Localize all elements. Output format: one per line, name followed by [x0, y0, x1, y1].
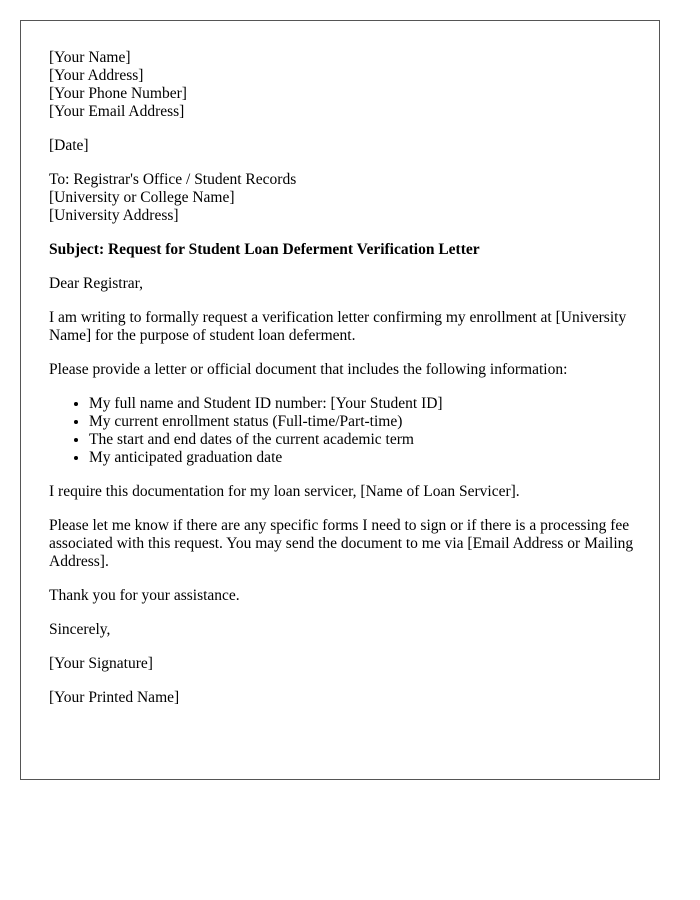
- sender-name: [Your Name]: [49, 49, 131, 66]
- list-item: • My anticipated graduation date: [89, 449, 639, 467]
- list-item: • The start and end dates of the current academic term: [89, 431, 639, 449]
- intro-paragraph: I am writing to formally request a verification letter confirming my enrollment at [University Name] for the purpose of student loan deferment.: [49, 309, 627, 344]
- sender-email: [Your Email Address]: [49, 103, 185, 120]
- sender-phone: [Your Phone Number]: [49, 85, 187, 102]
- recipient-block: [49, 171, 639, 225]
- recipient-institution: [University or College Name]: [49, 189, 235, 206]
- salutation: Dear Registrar,: [49, 275, 144, 292]
- signature: [Your Signature]: [49, 655, 153, 672]
- letter-date: [Date]: [49, 137, 89, 154]
- closing: Sincerely,: [49, 621, 111, 638]
- sender-address: [Your Address]: [49, 67, 144, 84]
- requested-info-list: [49, 395, 639, 467]
- thanks-paragraph: Thank you for your assistance.: [49, 587, 240, 604]
- printed-name: [Your Printed Name]: [49, 689, 180, 706]
- letter-content: [49, 49, 639, 723]
- sender-block: [49, 49, 639, 121]
- forms-paragraph: Please let me know if there are any specific forms I need to sign or if there is a processing fee associated with this request. You may send the document to me via [Email Address or Mailing Address].: [49, 517, 634, 570]
- list-item: • My current enrollment status (Full-time/Part-time): [89, 413, 639, 431]
- letter-subject: Subject: Request for Student Loan Deferment Verification Letter: [49, 241, 480, 258]
- recipient-to: To: Registrar's Office / Student Records: [49, 171, 297, 188]
- list-item: • My full name and Student ID number: [Your Student ID]: [89, 395, 639, 413]
- list-intro-paragraph: Please provide a letter or official document that includes the following information:: [49, 361, 568, 378]
- recipient-address: [University Address]: [49, 207, 179, 224]
- letter-page: [20, 20, 660, 780]
- servicer-paragraph: I require this documentation for my loan servicer, [Name of Loan Servicer].: [49, 483, 520, 500]
